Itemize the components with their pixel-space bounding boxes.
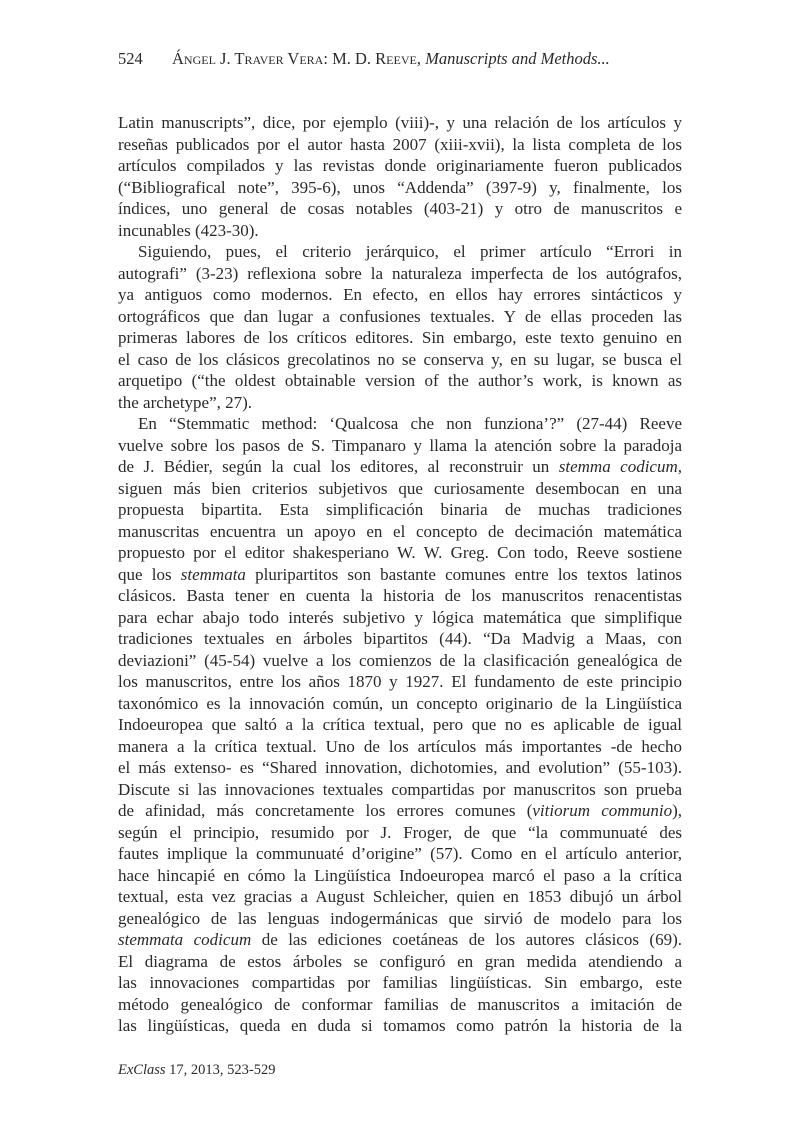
text-line: incunables (423-30). xyxy=(118,220,259,240)
text-line: método genealógico de conformar familias de manuscritos a imitación de xyxy=(118,994,682,1014)
text-line: deviazioni” (45-54) vuelve a los comienzos de la clasificación genealógica de xyxy=(118,650,682,670)
text-segment: pluripartitos son bastante comunes entre los textos latinos xyxy=(245,564,682,584)
text-segment: de J. Bédier, según la cual los editores, al reconstruir un xyxy=(118,457,559,476)
text-line: ortográficos que dan lugar a confusiones textuales. Y de ellas proceden las xyxy=(118,306,682,326)
book-title: Manuscripts and Methods... xyxy=(425,49,610,68)
text-line xyxy=(118,800,682,822)
header-separator: : xyxy=(323,49,333,68)
text-line: índices, uno general de cosas notables (403-21) y otro de manuscritos e xyxy=(118,199,682,218)
text-line: los manuscritos, entre los años 1870 y 1927. El fundamento de este principio xyxy=(118,672,682,691)
journal-citation: 17, 2013, 523-529 xyxy=(165,1062,276,1078)
header-comma: , xyxy=(416,49,426,68)
italic-term: vitiorum communio xyxy=(532,801,673,820)
text-line: el caso de los clásicos grecolatinos no se conserva y, en su lugar, se busca el xyxy=(118,349,682,369)
text-line: propuesta bipartita. Esta simplificación binaria de muchas tradiciones xyxy=(118,500,682,519)
text-line: hace hincapié en cómo la Lingüística Indoeuropea marcó el paso a la crítica xyxy=(118,865,682,885)
italic-term: stemmata xyxy=(180,564,246,584)
text-line: las lingüísticas, queda en duda si tomamos como patrón la historia de la xyxy=(118,1016,682,1035)
text-line: En “Stemmatic method: ‘Qualcosa che non funziona’?” (27-44) Reeve xyxy=(138,414,682,433)
text-line: arquetipo (“the oldest obtainable version of the author’s work, is known as xyxy=(118,371,682,390)
text-line: propuesto por el editor shakesperiano W. W. Greg. Con todo, Reeve sostiene xyxy=(118,543,682,562)
text-line: vuelve sobre los pasos de S. Timpanaro y llama la atención sobre la paradoja xyxy=(118,435,682,455)
text-line: las innovaciones compartidas por familias lingüísticas. Sin embargo, este xyxy=(118,973,682,992)
text-line: primeras labores de los críticos editores. Sin embargo, este texto genuino en xyxy=(118,328,682,347)
text-line: tradiciones textuales en árboles bipartitos (44). “Da Madvig a Maas, con xyxy=(118,629,682,648)
text-line xyxy=(118,564,682,586)
text-line: the archetype”, 27). xyxy=(118,392,253,412)
text-line xyxy=(118,456,682,478)
journal-footer xyxy=(118,1062,276,1079)
paragraph xyxy=(118,241,682,413)
text-segment: , xyxy=(677,457,682,476)
review-author: Ángel J. Traver Vera xyxy=(172,49,324,68)
body-text xyxy=(118,112,682,1037)
text-line: El diagrama de estos árboles se configuró en gran medida atendiendo a xyxy=(118,951,682,971)
paragraph xyxy=(118,413,682,1037)
text-segment: que los xyxy=(118,564,181,584)
text-line: ya antiguos como modernos. En efecto, en ellos hay errores sintácticos y xyxy=(118,285,682,304)
text-line: artículos compilados y las revistas donde originariamente fueron publicados xyxy=(118,156,682,175)
text-line: reseñas publicados por el autor hasta 2007 (xiii-xvii), la lista completa de los xyxy=(118,134,682,154)
text-line: según el principio, resumido por J. Froger, de que “la communuaté des xyxy=(118,822,682,842)
paragraph xyxy=(118,112,682,241)
text-segment: ), xyxy=(672,801,682,820)
text-line: Indoeuropea que saltó a la crítica textual, pero que no es aplicable de igual xyxy=(118,715,682,734)
text-line: fautes implique la communuaté d’origine” (57). Como en el artículo anterior, xyxy=(118,844,682,863)
text-line: para echar abajo todo interés subjetivo y lógica matemática que simplifique xyxy=(118,607,682,627)
text-line: manera a la crítica textual. Uno de los artículos más importantes -de hecho xyxy=(118,736,682,756)
text-line: (“Bibliografical note”, 395-6), unos “Addenda” (397-9) y, finalmente, los xyxy=(118,177,682,197)
text-line: Latin manuscripts”, dice, por ejemplo (viii)-, y una relación de los artículos y xyxy=(118,113,682,132)
text-line: Discute si las innovaciones textuales compartidas por manuscritos son prueba xyxy=(118,779,682,799)
text-line: clásicos. Basta tener en cuenta la historia de los manuscritos renacentistas xyxy=(118,586,682,605)
italic-term: stemmata codicum xyxy=(118,930,252,949)
text-line: textual, esta vez gracias a August Schleicher, quien en 1853 dibujó un árbol xyxy=(118,887,682,906)
book-author: M. D. Reeve xyxy=(332,49,417,68)
journal-name: ExClass xyxy=(118,1062,166,1078)
text-line: el más extenso- es “Shared innovation, dichotomies, and evolution” (55-103). xyxy=(118,758,682,777)
text-line: siguen más bien criterios subjetivos que curiosamente desembocan en una xyxy=(118,478,682,498)
text-line xyxy=(118,929,682,951)
page-number: 524 xyxy=(118,49,143,68)
text-line: autografi” (3-23) reflexiona sobre la naturaleza imperfecta de los autógrafos, xyxy=(118,263,682,283)
running-header xyxy=(118,49,610,69)
text-line: Siguiendo, pues, el criterio jerárquico, el primer artículo “Errori in xyxy=(138,242,682,261)
text-line: taxonómico es la innovación común, un concepto originario de la Lingüística xyxy=(118,693,682,713)
text-line: manuscritas encuentra un apoyo en el concepto de decimación matemática xyxy=(118,521,682,541)
text-segment: de afinidad, más concretamente los errores comunes ( xyxy=(118,801,533,820)
text-segment: de las ediciones coetáneas de los autores clásicos (69). xyxy=(251,930,682,949)
italic-term: stemma codicum xyxy=(558,457,678,476)
text-line: genealógico de las lenguas indogermánicas que sirvió de modelo para los xyxy=(118,908,682,928)
